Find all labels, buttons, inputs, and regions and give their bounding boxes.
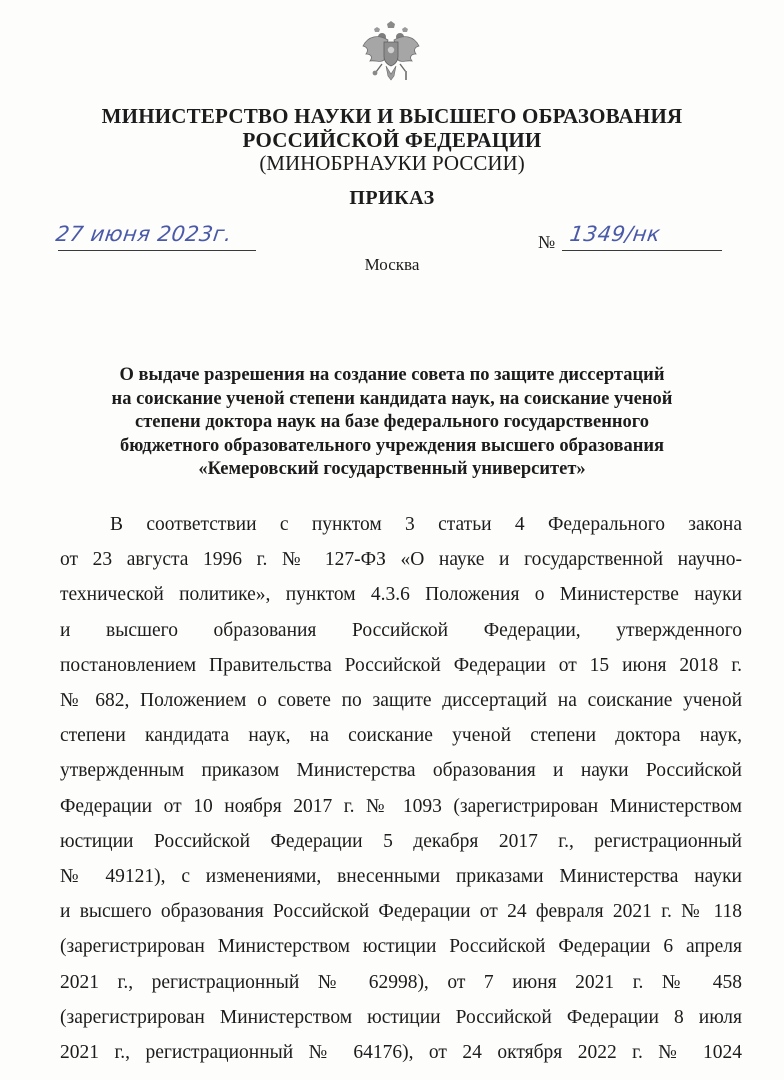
coat-of-arms-icon	[360, 20, 422, 90]
body-line: от 23 августа 1996 г. № 127-ФЗ «О науке и государственной научно-	[60, 549, 742, 571]
body-line: 2021 г., регистрационный № 64176), от 24 октября 2022 г. № 1024	[60, 1042, 742, 1064]
order-title-line: на соискание ученой степени кандидата наук, на соискание ученой	[111, 388, 673, 409]
body-line: № 49121), с изменениями, внесенными приказами Министерства науки	[60, 866, 742, 888]
body-line: 2021 г., регистрационный № 62998), от 7 июня 2021 г. № 458	[60, 971, 742, 993]
order-title	[60, 364, 724, 482]
document-type: ПРИКАЗ	[349, 187, 435, 209]
body-line: постановлением Правительства Российской Федерации от 15 июня 2018 г.	[60, 654, 742, 676]
body-line: степени кандидата наук, на соискание ученой степени доктора наук,	[60, 725, 742, 747]
body-line: (зарегистрирован Министерством юстиции Российской Федерации 6 апреля	[60, 936, 742, 958]
body-line: технической политике», пунктом 4.3.6 Положения о Министерстве науки	[60, 584, 742, 606]
ministry-name-line2: РОССИЙСКОЙ ФЕДЕРАЦИИ	[242, 128, 542, 152]
body-line: и высшего образования Российской Федерации от 24 февраля 2021 г. № 118	[60, 901, 742, 923]
body-line: утвержденным приказом Министерства образования и науки Российской	[60, 760, 742, 782]
ministry-name-line1: МИНИСТЕРСТВО НАУКИ И ВЫСШЕГО ОБРАЗОВАНИЯ	[101, 104, 683, 128]
order-body-text	[60, 507, 742, 1070]
order-title-line: бюджетного образовательного учреждения высшего образования	[119, 435, 665, 456]
handwritten-order-number: 1349/нк	[568, 222, 663, 246]
ministry-short-name: (МИНОБРНАУКИ РОССИИ)	[259, 151, 525, 175]
body-line: юстиции Российской Федерации 5 декабря 2017 г., регистрационный	[60, 830, 742, 852]
order-title-line: степени доктора наук на базе федерального государственного	[135, 412, 649, 432]
handwritten-date: 27 июня 2023г.	[54, 222, 234, 246]
body-line: (зарегистрирован Министерством юстиции Российской Федерации 8 июля	[60, 1006, 742, 1028]
body-line: В соответствии с пунктом 3 статьи 4 Федерального закона	[110, 514, 742, 535]
order-title-line: «Кемеровский государственный университет»	[198, 459, 586, 479]
body-line: и высшего образования Российской Федерации, утвержденного	[60, 619, 742, 641]
number-label: №	[538, 232, 556, 252]
body-line: № 682, Положением о совете по защите диссертаций на соискание ученой	[60, 690, 742, 712]
body-line: Федерации от 10 ноября 2017 г. № 1093 (зарегистрирован Министерством	[60, 795, 742, 817]
date-underline	[58, 250, 256, 251]
city: Москва	[364, 255, 420, 274]
order-title-line: О выдаче разрешения на создание совета по защите диссертаций	[119, 365, 665, 385]
number-underline	[562, 250, 722, 251]
